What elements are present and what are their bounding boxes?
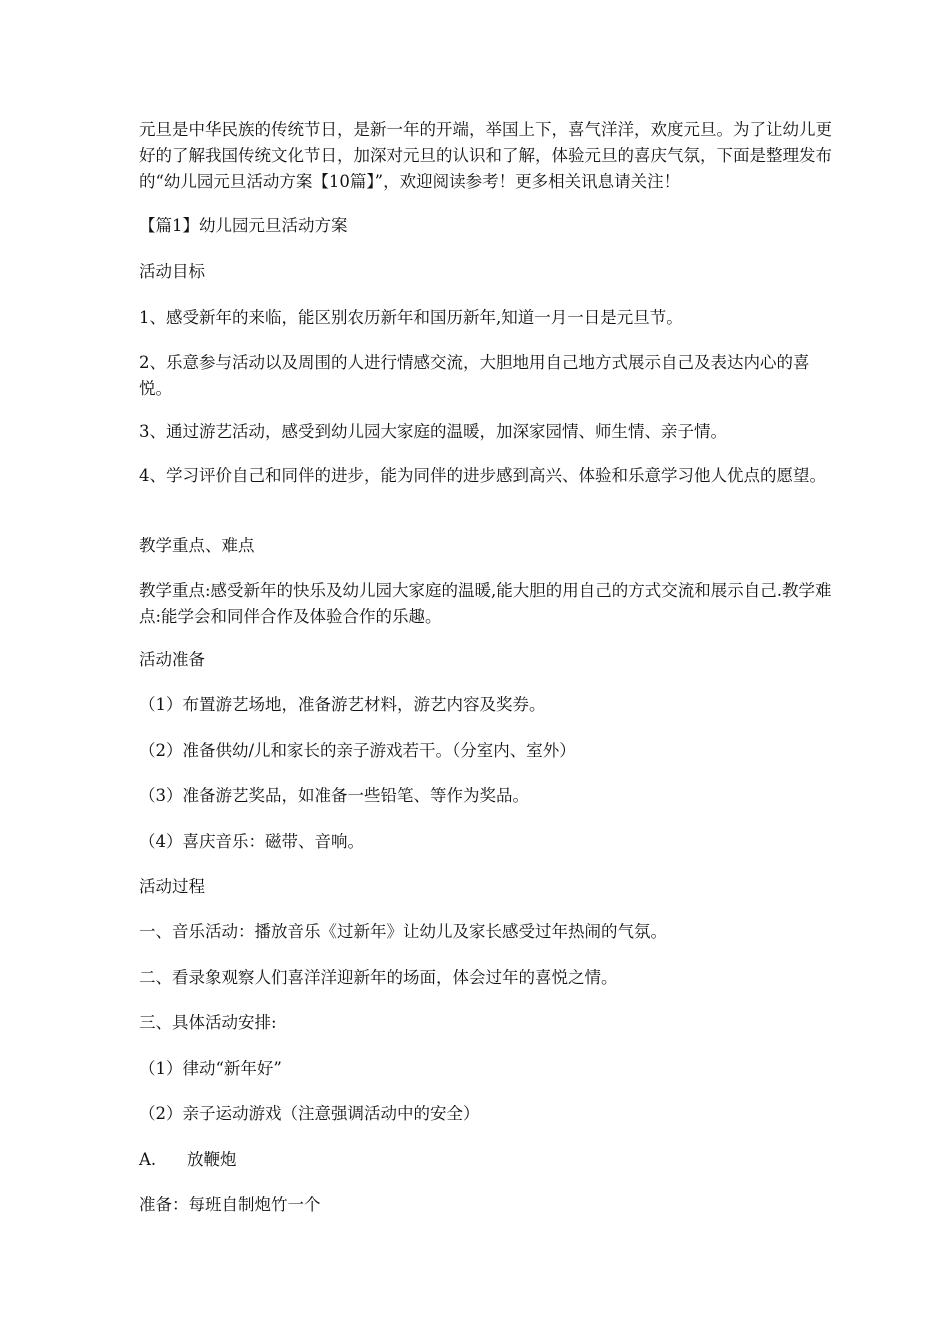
goal-item: 2、乐意参与活动以及周围的人进行情感交流，大胆地用自己地方式展示自己及表达内心的喜悦。 xyxy=(139,353,810,398)
goal-item: 1、感受新年的来临，能区别农历新年和国历新年,知道一月一日是元旦节。 xyxy=(139,308,683,327)
prep-item: （1）布置游艺场地，准备游艺材料，游艺内容及奖券。 xyxy=(139,695,546,714)
item-a-text: 放鞭炮 xyxy=(187,1150,237,1169)
item-a xyxy=(139,1147,839,1173)
focus-heading: 教学重点、难点 xyxy=(139,536,255,555)
intro-paragraph xyxy=(139,117,839,195)
prep-item: （4）喜庆音乐：磁带、音响。 xyxy=(139,832,364,851)
goal-item: 3、通过游艺活动，感受到幼儿园大家庭的温暖，加深家园情、师生情、亲子情。 xyxy=(139,422,727,441)
process-item: （1）律动“新年好” xyxy=(139,1059,282,1078)
goals-heading: 活动目标 xyxy=(139,262,205,281)
prep-line: 准备：每班自制炮竹一个 xyxy=(139,1195,321,1214)
process-item: （2）亲子运动游戏（注意强调活动中的安全） xyxy=(139,1104,480,1123)
focus-text: 教学重点:感受新年的快乐及幼儿园大家庭的温暖,能大胆的用自己的方式交流和展示自己.教学难点:能学会和同伴合作及体验合作的乐趣。 xyxy=(139,581,832,626)
prep-heading: 活动准备 xyxy=(139,650,205,669)
intro-text: 元旦是中华民族的传统节日，是新一年的开端，举国上下，喜气洋洋，欢度元旦。为了让幼儿更好的了解我国传统文化节日，加深对元旦的认识和了解，体验元旦的喜庆气氛，下面是整理发布的“幼儿园元旦活动方案【10篇】”，欢迎阅读参考！更多相关讯息请关注！ xyxy=(139,120,832,191)
section-title: 【篇1】幼儿园元旦活动方案 xyxy=(139,216,348,235)
goal-item: 4、学习评价自己和同伴的进步，能为同伴的进步感到高兴、体验和乐意学习他人优点的愿望。 xyxy=(139,466,826,485)
item-a-label: A. xyxy=(139,1150,157,1169)
process-item: 三、具体活动安排: xyxy=(139,1013,277,1032)
process-item: 二、看录象观察人们喜洋洋迎新年的场面，体会过年的喜悦之情。 xyxy=(139,968,618,987)
prep-item: （2）准备供幼/儿和家长的亲子游戏若干。（分室内、室外） xyxy=(139,741,576,760)
prep-item: （3）准备游艺奖品，如准备一些铅笔、等作为奖品。 xyxy=(139,786,529,805)
process-item: 一、音乐活动：播放音乐《过新年》让幼儿及家长感受过年热闹的气氛。 xyxy=(139,922,667,941)
process-heading: 活动过程 xyxy=(139,877,205,896)
